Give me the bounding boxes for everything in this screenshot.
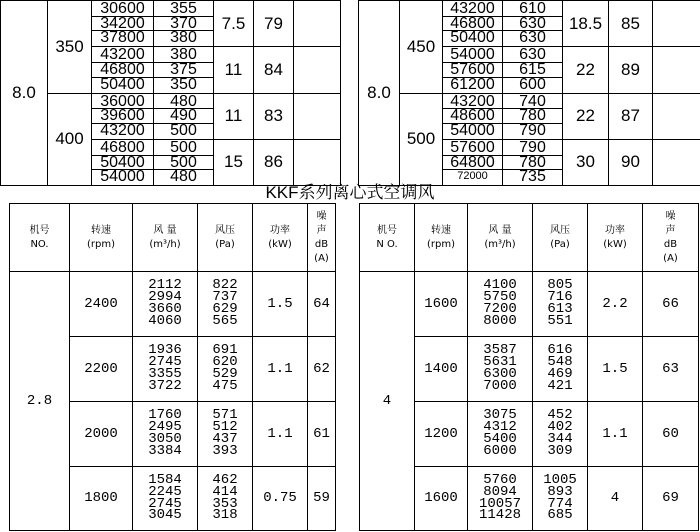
noise-cell: 60 [643, 402, 699, 467]
top-right-table [358, 0, 700, 186]
power-cell: 1.1 [588, 402, 643, 467]
power-cell: 18.5 [563, 1, 609, 47]
pressure-cell: 691 620 529 475 [198, 337, 253, 402]
header-airflow: 风 量 (m³/h) [133, 204, 198, 272]
noise-cell: 59 [308, 467, 336, 531]
empty-cell [294, 1, 341, 47]
airflow-cell: 5760 8094 10057 11428 [468, 467, 533, 531]
airflow-cell: 3587 5631 6300 7000 [468, 337, 533, 402]
power-cell: 11 [214, 47, 254, 93]
gap [336, 204, 360, 272]
empty-cell [294, 47, 341, 93]
model-cell: 350 [48, 1, 92, 94]
speed-cell: 2200 [70, 337, 133, 402]
power-cell: 7.5 [214, 1, 254, 47]
power-cell: 1.1 [253, 402, 308, 467]
header-model: 机号 N O. [360, 204, 415, 272]
empty-cell [294, 139, 341, 185]
empty-cell [294, 93, 341, 139]
header-noise: 噪 声 dB (A) [643, 204, 699, 272]
pressure-cell: 805 716 613 551 [533, 272, 588, 337]
airflow-cell: 30600 34200 37800 [92, 1, 154, 47]
empty-cell [653, 47, 700, 93]
model-cell: 450 [400, 1, 443, 94]
noise-cell: 79 [254, 1, 294, 47]
pressure-cell: 480 490 500 [154, 93, 214, 139]
gap [336, 272, 360, 337]
noise-cell: 84 [254, 47, 294, 93]
power-cell: 11 [214, 93, 254, 139]
noise-cell: 90 [609, 139, 653, 185]
power-cell: 4 [588, 467, 643, 531]
noise-cell: 63 [643, 337, 699, 402]
pressure-cell: 790 780 735 [503, 139, 563, 185]
kkf-table [9, 203, 699, 531]
speed-cell: 1600 [415, 272, 468, 337]
pressure-cell: 571 512 437 393 [198, 402, 253, 467]
pressure-cell: 630 615 600 [503, 47, 563, 93]
pressure-cell: 616 548 469 421 [533, 337, 588, 402]
airflow-cell: 43200 46800 50400 [92, 47, 154, 93]
header-airflow: 风 量 (m³/h) [468, 204, 533, 272]
power-cell: 30 [563, 139, 609, 185]
power-cell: 0.75 [253, 467, 308, 531]
power-cell: 22 [563, 47, 609, 93]
airflow-cell: 2112 2994 3660 4060 [133, 272, 198, 337]
pressure-cell: 462 414 353 318 [198, 467, 253, 531]
speed-cell: 2400 [70, 272, 133, 337]
airflow-cell: 1936 2745 3355 3722 [133, 337, 198, 402]
header-power: 功率 (kW) [253, 204, 308, 272]
power-cell: 15 [214, 139, 254, 185]
power-cell: 22 [563, 93, 609, 139]
model-cell: 2.8 [10, 272, 70, 531]
empty-cell [653, 93, 700, 139]
speed-cell: 1400 [415, 337, 468, 402]
airflow-cell: 43200 46800 50400 [443, 1, 503, 47]
power-cell: 1.1 [253, 337, 308, 402]
noise-cell: 87 [609, 93, 653, 139]
pressure-cell: 740 780 790 [503, 93, 563, 139]
airflow-cell: 54000 57600 61200 [443, 47, 503, 93]
empty-cell [653, 139, 700, 185]
noise-cell: 83 [254, 93, 294, 139]
gap [336, 467, 360, 531]
airflow-cell: 3075 4312 5400 6000 [468, 402, 533, 467]
noise-cell: 62 [308, 337, 336, 402]
dia-cell: 8.0 [359, 1, 400, 186]
header-power: 功率 (kW) [588, 204, 643, 272]
page-title: KKF系列离心式空调风 [265, 183, 435, 202]
pressure-cell: 452 402 344 309 [533, 402, 588, 467]
top-left-table [0, 0, 341, 186]
airflow-cell: 36000 39600 43200 [92, 93, 154, 139]
airflow-cell: 4100 5750 7200 8000 [468, 272, 533, 337]
noise-cell: 61 [308, 402, 336, 467]
header-speed: 转速 (rpm) [415, 204, 468, 272]
model-cell: 400 [48, 93, 92, 186]
empty-cell [653, 1, 700, 47]
airflow-cell: 43200 48600 54000 [443, 93, 503, 139]
gap [336, 337, 360, 402]
speed-cell: 2000 [70, 402, 133, 467]
airflow-cell: 46800 50400 54000 [92, 139, 154, 185]
model-cell: 4 [360, 272, 415, 531]
header-pressure: 风压 (Pa) [533, 204, 588, 272]
header-noise: 噪 声 dB (A) [308, 204, 336, 272]
pressure-cell: 610 630 630 [503, 1, 563, 47]
noise-cell: 85 [609, 1, 653, 47]
pressure-cell: 822 737 629 565 [198, 272, 253, 337]
noise-cell: 89 [609, 47, 653, 93]
pressure-cell: 500 500 480 [154, 139, 214, 185]
pressure-cell: 355 370 380 [154, 1, 214, 47]
noise-cell: 64 [308, 272, 336, 337]
noise-cell: 86 [254, 139, 294, 185]
pressure-cell: 380 375 350 [154, 47, 214, 93]
header-speed: 转速 (rpm) [70, 204, 133, 272]
model-cell: 500 [400, 93, 443, 186]
power-cell: 1.5 [588, 337, 643, 402]
speed-cell: 1200 [415, 402, 468, 467]
power-cell: 1.5 [253, 272, 308, 337]
speed-cell: 1800 [70, 467, 133, 531]
dia-cell: 8.0 [1, 1, 48, 186]
noise-cell: 69 [643, 467, 699, 531]
gap [336, 402, 360, 467]
airflow-cell: 1760 2495 3050 3384 [133, 402, 198, 467]
airflow-cell: 1584 2245 2745 3045 [133, 467, 198, 531]
airflow-cell: 57600 64800 72000 [443, 139, 503, 185]
header-model: 机号 NO. [10, 204, 70, 272]
noise-cell: 66 [643, 272, 699, 337]
speed-cell: 1600 [415, 467, 468, 531]
pressure-cell: 1005 893 774 685 [533, 467, 588, 531]
header-pressure: 风压 (Pa) [198, 204, 253, 272]
power-cell: 2.2 [588, 272, 643, 337]
